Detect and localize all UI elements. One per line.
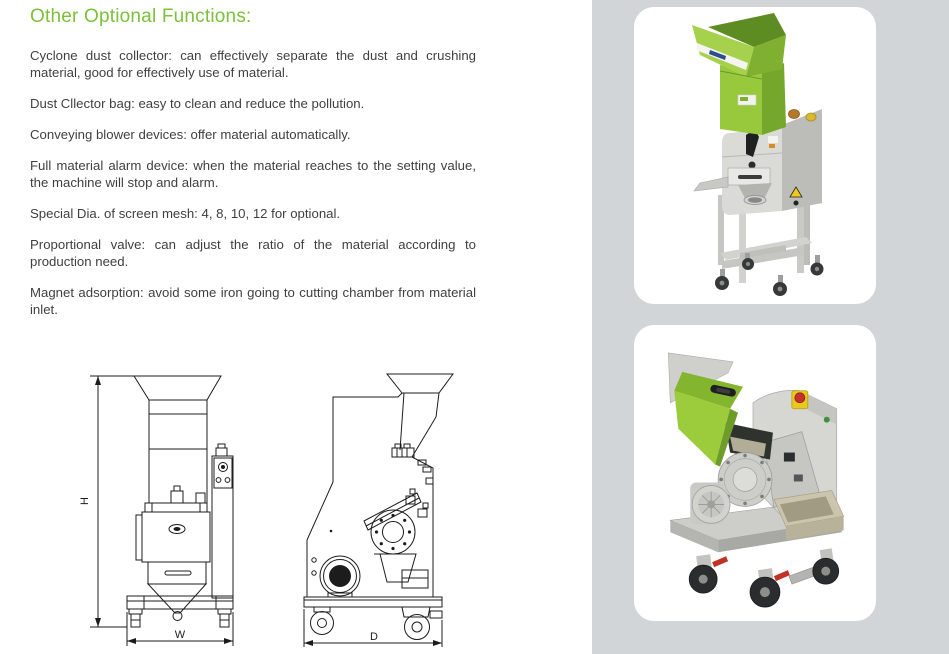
photo-card-top	[634, 7, 876, 304]
dim-w-label: W	[174, 629, 186, 641]
caster	[813, 548, 839, 584]
drawer	[148, 562, 206, 584]
caster	[689, 554, 728, 593]
chamber-cap	[392, 444, 433, 484]
caster	[218, 609, 231, 627]
optional-function-item: Dust Cllector bag: easy to clean and reduce the pollution.	[30, 96, 365, 111]
depth-dimension	[304, 609, 442, 647]
optional-function-item: Full material alarm device: when the material reaches to the setting value, the machine will stop and alarm.	[30, 158, 476, 190]
caster	[811, 255, 824, 276]
optional-function-item: Special Dia. of screen mesh: 4, 8, 10, 12 for optional.	[30, 206, 341, 221]
dim-h-label: H	[79, 497, 91, 505]
motor	[690, 482, 730, 524]
control-box	[212, 444, 233, 598]
side-view-drawing	[290, 360, 510, 652]
text-column	[30, 6, 476, 332]
optional-function-item: Magnet adsorption: avoid some iron going to cutting chamber from material inlet.	[30, 285, 476, 317]
granulator-front-view	[70, 360, 290, 652]
bearing-flange	[371, 510, 428, 588]
motor	[312, 530, 360, 597]
caster	[750, 568, 790, 607]
dim-d-label: D	[370, 631, 378, 643]
discharge-funnel	[148, 584, 206, 621]
granulator-side-view	[290, 360, 510, 652]
pilot-light	[824, 417, 830, 423]
optional-function-item: Cyclone dust collector: can effectively separate the dust and crushing material, good for effectively use of material.	[30, 48, 476, 80]
caster	[311, 607, 334, 635]
caster	[773, 275, 787, 296]
height-dimension	[79, 376, 134, 627]
emergency-stop-button	[792, 391, 808, 409]
cutting-chamber	[136, 486, 210, 562]
caster	[715, 269, 729, 290]
width-dimension	[127, 612, 233, 646]
green-hopper	[692, 13, 786, 135]
optional-function-item: Conveying blower devices: offer material automatically.	[30, 127, 351, 142]
hopper-front	[134, 376, 221, 503]
base-frame	[127, 596, 233, 627]
front-view-drawing	[70, 360, 290, 652]
caster	[129, 609, 142, 627]
caster	[402, 607, 442, 640]
optional-function-item: Proportional valve: can adjust the ratio of the material according to production need.	[30, 237, 476, 269]
rotor-plate	[364, 489, 428, 530]
compact-granulator-photo	[634, 325, 876, 621]
photo-panel	[592, 0, 949, 654]
granulator-on-stand-photo	[634, 7, 876, 304]
photo-card-bottom	[634, 325, 876, 621]
hopper-label	[738, 95, 756, 105]
clamp	[784, 453, 795, 462]
page-title: Other Optional Functions:	[30, 6, 252, 27]
